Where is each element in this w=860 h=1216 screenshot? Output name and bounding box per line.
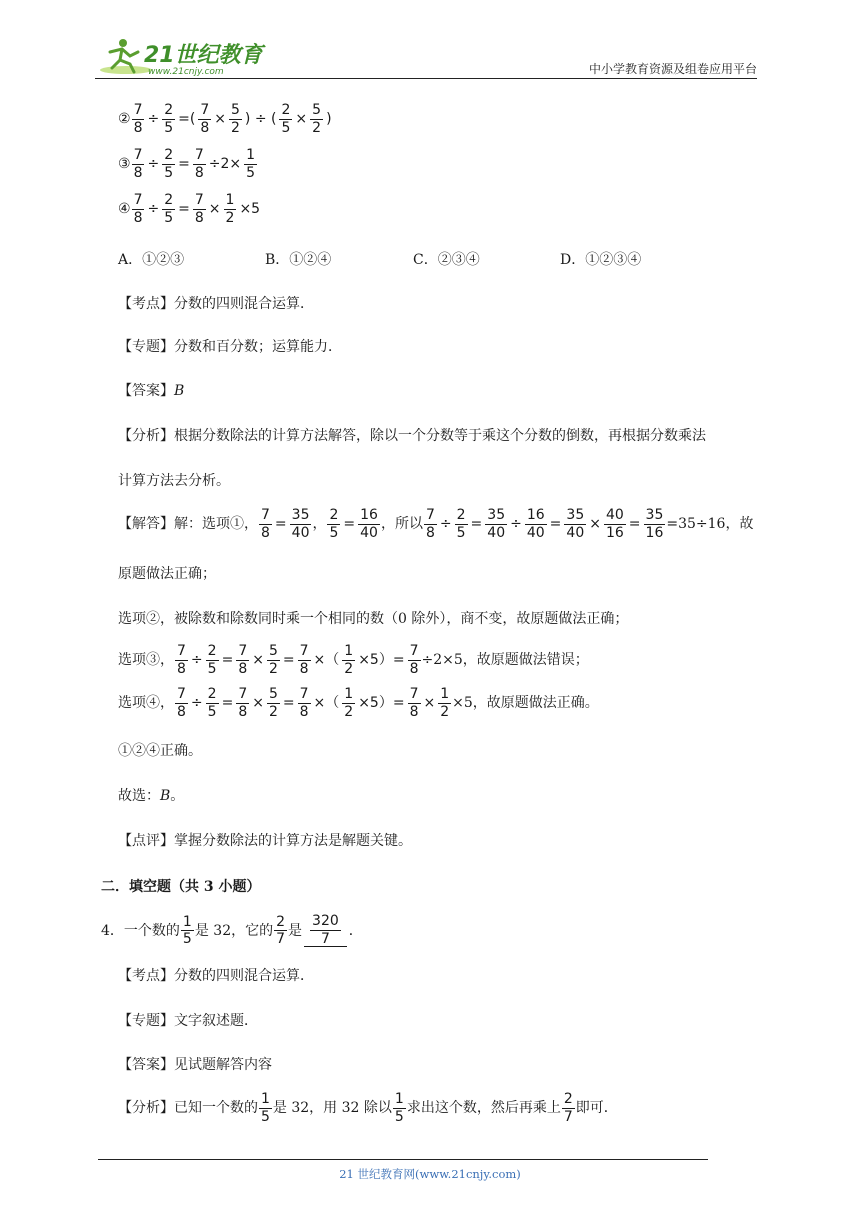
header-platform-name: 中小学教育资源及组卷应用平台 [588,62,757,76]
fraction: $\frac{5}{2}$ [268,643,278,677]
fraction: $\frac{2}{5}$ [207,643,217,677]
choice-b: B．①②④ [265,252,332,268]
q4-zhuanti-line: 【专题】 文字叙述题． [118,1013,258,1029]
fraction: $\frac{35}{40}$ [487,507,506,541]
fraction: $\frac{2}{5}$ [329,507,339,541]
choice-a: A．①②③ [118,252,185,268]
runner-logo-icon [96,36,266,78]
choice-d: D．①②③④ [560,252,642,268]
fraction: $\frac{5}{2}$ [268,686,278,720]
fenxi-text: 根据分数除法的计算方法解答，除以一个分数等于乘这个分数的倒数，再根据分数乘法 [174,428,706,444]
footer-link[interactable]: 21 世纪教育网(www.21cnjy.com) [339,1167,521,1181]
fraction: $\frac{7}{8}$ [177,686,186,720]
fenxi-line-2: 计算方法去分析。 [118,473,230,489]
site-logo [96,36,266,78]
marker: ② [118,111,131,128]
option-2-explanation: 选项②，被除数和除数同时乘一个相同的数（0 除外），商不变，故原题做法正确； [118,611,629,627]
marker: ④ [118,201,131,218]
kaodian-tag: 【考点】 [118,296,174,312]
fraction: $\frac{7}{8}$ [200,102,210,136]
fraction: $\frac{7}{8}$ [133,192,143,226]
option-3-explanation: 选项③， $\frac{7}{8}$ ÷ $\frac{2}{5}$ = $\frac{7}{8}$ × $\frac{5}{2}$ = $\frac{7}{8}$ ×（ $\frac{1}{2}$ ×5）= $\frac{7}{8}$ ÷2×5，故原题做法错误； [118,643,589,677]
dianping-text: 掌握分数除法的计算方法是解题关键。 [174,833,412,849]
q4-kaodian-line: 【考点】 分数的四则混合运算． [118,968,314,984]
fraction: $\frac{35}{40}$ [566,507,585,541]
daan-line [118,384,184,398]
fraction: $\frac{1}{2}$ [225,192,235,226]
fraction: $\frac{2}{5}$ [164,147,174,181]
logo-url: www.21cnjy.com [148,67,224,77]
fraction: $\frac{2}{5}$ [281,102,291,136]
fraction: $\frac{7}{8}$ [177,643,186,677]
fraction: $\frac{1}{5}$ [261,1091,270,1125]
fraction: $\frac{7}{8}$ [409,643,419,677]
fenxi-line [118,429,706,443]
footer-divider [98,1159,708,1160]
fraction: $\frac{2}{5}$ [456,507,466,541]
jieda-tag: 【解答】 [118,516,174,533]
fraction: $\frac{1}{2}$ [344,643,354,677]
section-title: 二．填空题（共 3 小题） [101,879,261,895]
fraction: $\frac{7}{8}$ [238,643,248,677]
option-expression-4: ④ $\frac{7}{8}$ ÷ $\frac{2}{5}$ = $\frac{7}{8}$ × $\frac{1}{2}$ ×5 [118,192,261,226]
fraction: $\frac{1}{5}$ [394,1091,404,1125]
fraction: $\frac{1}{5}$ [246,147,256,181]
correct-summary: ①②④正确。 [118,743,202,759]
fraction: $\frac{16}{40}$ [526,507,545,541]
choice-c: C．②③④ [413,252,480,268]
fenxi-tag: 【分析】 [118,428,174,444]
logo-text: 21世纪教育 [144,43,263,68]
zhuanti-line [118,340,342,354]
fraction: $\frac{5}{2}$ [312,102,322,136]
answer-blank [304,914,347,947]
fraction: $\frac{2}{7}$ [276,913,286,948]
fraction: $\frac{40}{16}$ [605,507,624,541]
fraction: $\frac{7}{8}$ [261,507,270,541]
fraction: $\frac{2}{5}$ [164,192,174,226]
fraction: $\frac{2}{7}$ [563,1091,573,1125]
fraction: $\frac{35}{16}$ [645,507,664,541]
zhuanti-text: 分数和百分数；运算能力． [174,339,342,355]
q4-fenxi-line: 【分析】 已知一个数的 $\frac{1}{5}$ 是 32，用 32 除以 $\frac{1}{5}$ 求出这个数，然后再乘上 $\frac{2}{7}$ 即可． [118,1091,618,1125]
fraction: $\frac{1}{2}$ [344,686,354,720]
fraction: $\frac{1}{2}$ [440,686,450,720]
fraction: $\frac{7}{8}$ [425,507,435,541]
kaodian-text: 分数的四则混合运算． [174,296,314,312]
daan-tag: 【答案】 [118,383,174,399]
option-expression-2: ② $\frac{7}{8}$ ÷ $\frac{2}{5}$ =( $\frac{7}{8}$ × $\frac{5}{2}$ ) ÷ ( $\frac{2}{5}$ × $\frac{5}{2}$ ) [118,102,332,136]
dianping-tag: 【点评】 [118,833,174,849]
fraction: $\frac{320}{7}$ [312,913,339,947]
fraction: $\frac{7}{8}$ [194,192,204,226]
fraction: $\frac{7}{8}$ [133,147,143,181]
fraction: $\frac{7}{8}$ [409,686,419,720]
fraction: $\frac{1}{5}$ [182,913,192,948]
question-4: 4．一个数的 $\frac{1}{5}$ 是 32，它的 $\frac{2}{7}$ 是 $\frac{320}{7}$ ． [101,913,363,948]
header-divider [95,78,757,79]
fraction: $\frac{7}{8}$ [299,686,309,720]
daan-text: B [174,383,185,399]
option-expression-3: ③ $\frac{7}{8}$ ÷ $\frac{2}{5}$ = $\frac{7}{8}$ ÷2× $\frac{1}{5}$ [118,147,256,181]
jieda-line: 【解答】 解：选项①， $\frac{7}{8}$ = $\frac{35}{40}$ ， $\frac{2}{5}$ = $\frac{16}{40}$ ，所以 $\frac{7}{8}$ ÷ $\frac{2}{5}$ = $\frac{35}{40}$ ÷ $\frac{16}{40}$ = $\frac{35}{40}$ × $\frac{40}{16}$ = $\frac{35}{16}$ =35÷16，故 [118,507,754,541]
jieda-line-2: 原题做法正确； [118,566,216,582]
q4-daan-line: 【答案】 见试题解答内容 [118,1057,272,1073]
final-choice: 故选： B 。 [118,788,185,804]
marker: ③ [118,156,131,173]
fraction: $\frac{7}{8}$ [299,643,309,677]
fraction: $\frac{2}{5}$ [164,102,174,136]
fraction: $\frac{7}{8}$ [194,147,204,181]
fraction: $\frac{7}{8}$ [133,102,143,136]
fraction: $\frac{5}{2}$ [231,102,240,136]
option-4-explanation: 选项④， $\frac{7}{8}$ ÷ $\frac{2}{5}$ = $\frac{7}{8}$ × $\frac{5}{2}$ = $\frac{7}{8}$ ×（ $\frac{1}{2}$ ×5）= $\frac{7}{8}$ × $\frac{1}{2}$ ×5，故原题做法正确。 [118,686,599,720]
fraction: $\frac{7}{8}$ [238,686,248,720]
dianping-line [118,834,412,848]
kaodian-line [118,297,314,311]
fraction: $\frac{2}{5}$ [207,686,217,720]
fraction: $\frac{16}{40}$ [360,507,378,541]
fraction: $\frac{35}{40}$ [291,507,310,541]
zhuanti-tag: 【专题】 [118,339,174,355]
